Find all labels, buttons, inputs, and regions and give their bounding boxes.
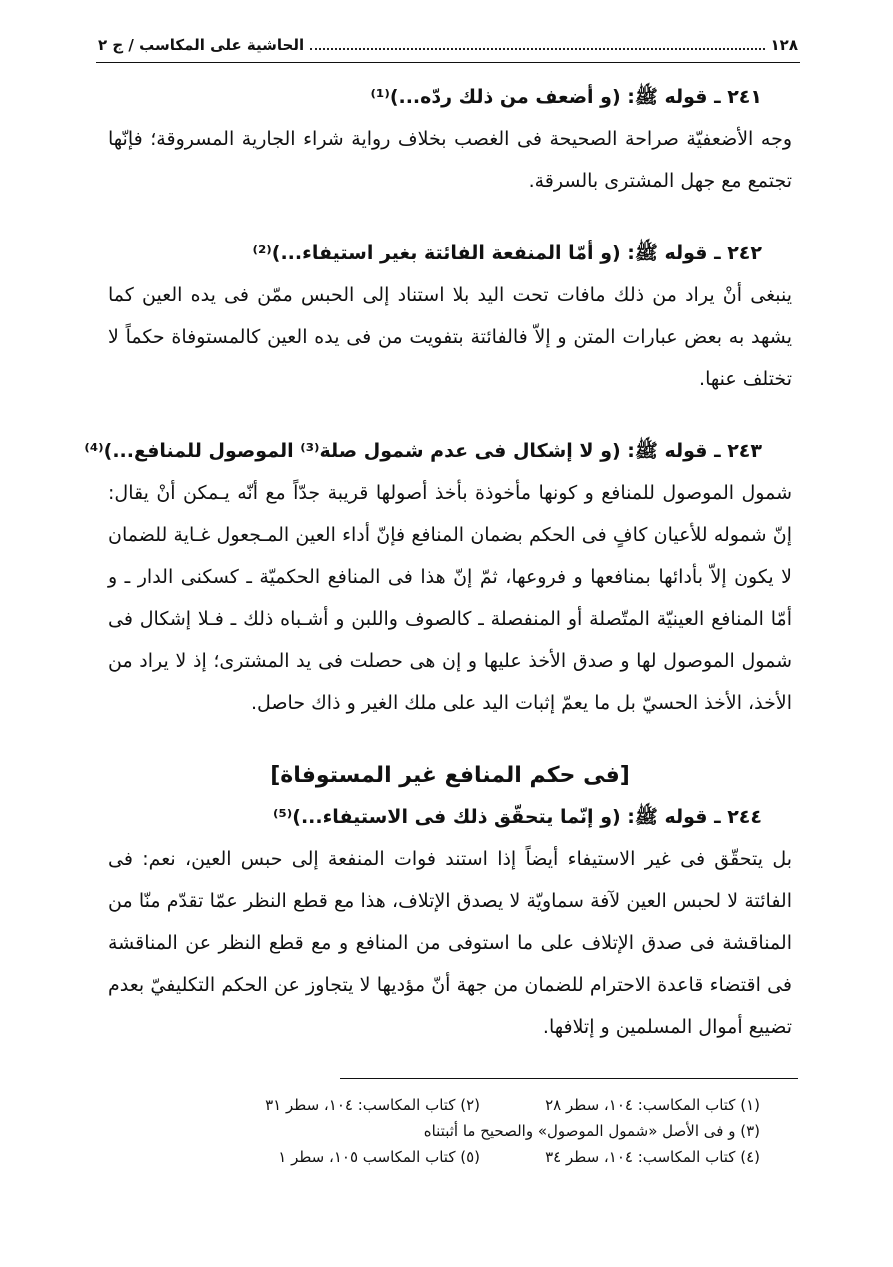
footnote-5: (٥) كتاب المكاسب ١٠٥، سطر ١ [278, 1148, 480, 1166]
item-243-body: شمول الموصول للمنافع و كونها مأخوذة بأخذ أصولها قريبة جدّاً مع أنّه يـمكن أنْ يقال: إنّ شموله للأعيان كافٍ فى الحكم بضمان المنافع فإنّ أداء العين المـجعول غـاية للضمان لا يكون إلاّ بأدائها بمنافعها و فروعها، ثمّ إنّ هذا فى المنافع الحكميّة ـ كسكنى الدار ـ و أمّا المنافع العينيّة المتّصلة أو المنفصلة ـ كالصوف واللبن و أشـباه ذلك ـ فـلا إشكال فى شمول الموصول لها و صدق الأخذ عليها و إن هى حصلت فى يد المشترى؛ إذ لا يراد من الأخذ، الأخذ الحسيّ بل ما يعمّ إثبات اليد على ملك الغير و ذاك حاصل. [108, 482, 792, 714]
item-242-body: ينبغى أنْ يراد من ذلك مافات تحت اليد بلا استناد إلى الحبس ممّن فى يده العين كما يشهد به بعض عبارات المتن و إلاّ فالفائتة بتفويت من فى يده العين كالمستوفاة حكماً لا تختلف عنها. [108, 284, 792, 390]
footnote-3: (٣) و فى الأصل «شمول الموصول» والصحيح ما أثبتناه [423, 1122, 760, 1140]
item-241-heading: ٢٤١ ـ قوله ﷺ: (و أضعف من ذلك ردّه...)⁽¹⁾ [370, 86, 762, 108]
running-title: الحاشية على المكاسب / ج ٢ [98, 36, 305, 54]
header-rule [96, 62, 800, 63]
footnote-row-3 [200, 1144, 760, 1170]
item-241-body: وجه الأضعفيّة صراحة الصحيحة فى الغصب بخلاف رواية شراء الجارية المسروقة؛ فإنّها تجتمع مع جهل المشترى بالسرقة. [108, 128, 792, 192]
main-text [84, 76, 792, 1048]
item-244-body: بل يتحقّق فى غير الاستيفاء أيضاً إذا استند فوات المنفعة إلى حبس العين، نعم: فى الفائتة لا لحبس العين لآفة سماويّة لا يصدق الإتلاف، هذا مع قطع النظر عمّا تقدّم منّا من المناقشة فى صدق الإتلاف على ما استوفى من المنافع و مع قطع النظر عن المناقشة فى اقتضاء قاعدة الاحترام للضمان من جهة أنّ مؤديها لا يتجاوز عن الحكم التكليفيّ بعدم تضييع أموال المسلمين و إتلافها. [108, 848, 792, 1038]
item-243-heading: ٢٤٣ ـ قوله ﷺ: (و لا إشكال فى عدم شمول صلة⁽³⁾ الموصول للمنافع...)⁽⁴⁾ [84, 440, 762, 462]
footnote-row-2 [200, 1118, 760, 1144]
footnote-2: (٢) كتاب المكاسب: ١٠٤، سطر ٣١ [265, 1096, 480, 1114]
page-number: ١٢٨ [770, 36, 798, 54]
section-title: [فى حكم المنافع غير المستوفاة] [270, 763, 630, 788]
footnote-1: (١) كتاب المكاسب: ١٠٤، سطر ٢٨ [545, 1096, 760, 1114]
item-242-heading: ٢٤٢ ـ قوله ﷺ: (و أمّا المنفعة الفائتة بغير استيفاء...)⁽²⁾ [252, 242, 762, 264]
page-header [98, 30, 798, 60]
footnote-rule [340, 1078, 798, 1079]
header-leader-dots [310, 48, 764, 50]
footnotes [200, 1092, 760, 1170]
footnote-4: (٤) كتاب المكاسب: ١٠٤، سطر ٣٤ [545, 1148, 760, 1166]
item-244-heading: ٢٤٤ ـ قوله ﷺ: (و إنّما يتحقّق ذلك فى الاستيفاء...)⁽⁵⁾ [272, 806, 762, 828]
footnote-row-1 [200, 1092, 760, 1118]
